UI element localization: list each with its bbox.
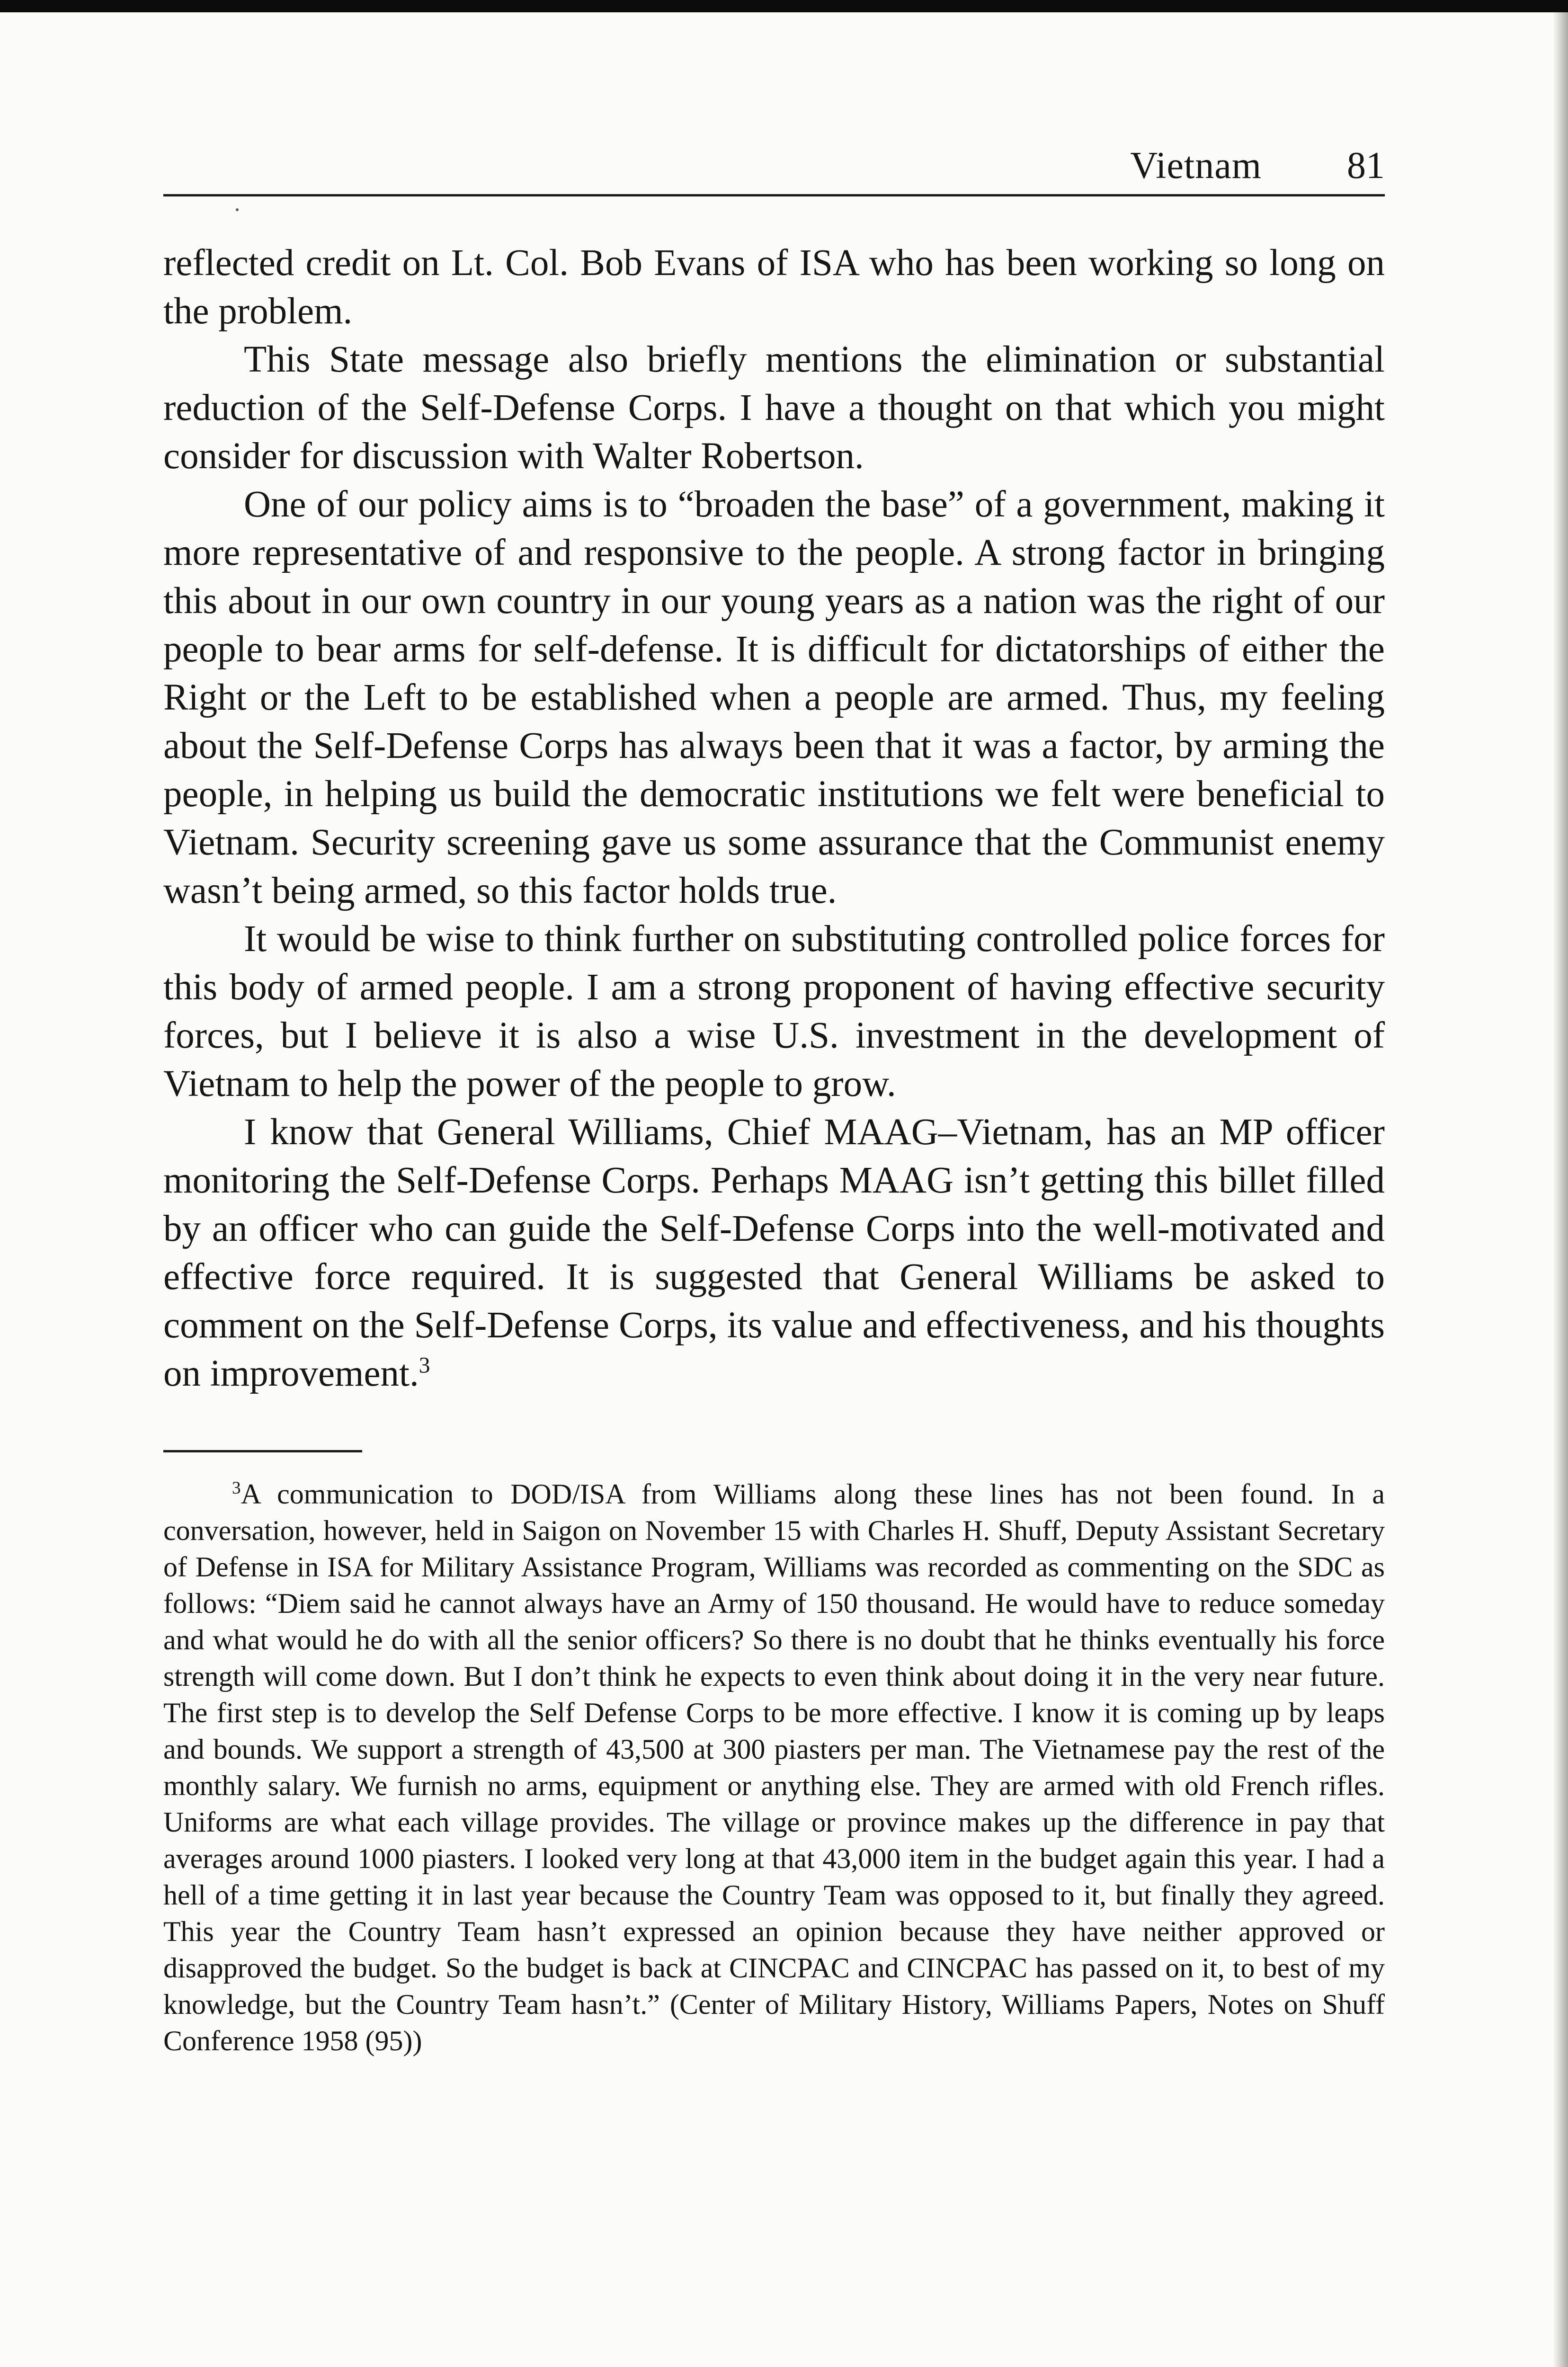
- running-title: Vietnam: [1130, 145, 1262, 187]
- body-text: [163, 239, 1385, 1398]
- paragraph-5: [163, 1108, 1385, 1398]
- paragraph-2: This State message also briefly mentions the elimination or substantial reduction of the Self-Defense Corps. I have a thought on that which you might consider for discussion with Walter Robertson.: [163, 339, 1385, 477]
- paragraph-5-text: I know that General Williams, Chief MAAG–Vietnam, has an MP officer monitoring the Self-Defense Corps. Perhaps MAAG isn’t getting this billet filled by an officer who can guide the Self-Defense Corps into the well-motivated and effective force required. It is suggested that General Williams be asked to comment on the Self-Defense Corps, its value and effectiveness, and his thoughts on improvement.: [163, 1112, 1385, 1394]
- scan-speck: [236, 208, 239, 211]
- scan-top-edge: [0, 0, 1568, 12]
- book-page: [163, 118, 1385, 2059]
- running-header: [163, 118, 1385, 196]
- footnote-reference: 3: [419, 1353, 430, 1378]
- page-number: 81: [1347, 145, 1385, 187]
- footnote-text: A communication to DOD/ISA from Williams along these lines has not been found. In a conversation, however, held in Saigon on November 15 with Charles H. Shuff, Deputy Assistant Secretary of Defense in ISA for Military Assistance Program, Williams was recorded as commenting on the SDC as follows: “Diem said he cannot always have an Army of 150 thousand. He would have to reduce someday and what would he do with all the senior officers? So there is no doubt that he thinks eventually his force strength will come down. But I don’t think he expects to even think about doing it in the very near future. The first step is to develop the Self Defense Corps to be more effective. I know it is coming up by leaps and bounds. We support a strength of 43,500 at 300 piasters per man. The Vietnamese pay the rest of the monthly salary. We furnish no arms, equipment or anything else. They are armed with old French rifles. Uniforms are what each village provides. The village or province makes up the difference in pay that averages around 1000 piasters. I looked very long at that 43,000 item in the budget again this year. I had a hell of a time getting it in last year because the Country Team was opposed to it, but finally they agreed. This year the Country Team hasn’t expressed an opinion because they have neither approved or disapproved the budget. So the budget is back at CINCPAC and CINCPAC has passed on it, to best of my knowledge, but the Country Team hasn’t.” (Center of Military History, Williams Papers, Notes on Shuff Conference 1958 (95)): [163, 1478, 1385, 2056]
- paragraph-1: reflected credit on Lt. Col. Bob Evans of ISA who has been working so long on the problem.: [163, 242, 1385, 332]
- paragraph-4: It would be wise to think further on substituting controlled police forces for this body of armed people. I am a strong proponent of having effective security forces, but I believe it is also a wise U.S. investment in the development of Vietnam to help the power of the people to grow.: [163, 918, 1385, 1104]
- footnote: [163, 1476, 1385, 2059]
- footnote-marker: 3: [232, 1478, 241, 1498]
- paragraph-3: One of our policy aims is to “broaden the base” of a government, making it more representative of and responsive to the people. A strong factor in bringing this about in our own country in our young years as a nation was the right of our people to bear arms for self-defense. It is difficult for dictatorships of either the Right or the Left to be established when a people are armed. Thus, my feeling about the Self-Defense Corps has always been that it was a factor, by arming the people, in helping us build the democratic institutions we felt were beneficial to Vietnam. Security screening gave us some assurance that the Communist enemy wasn’t being armed, so this factor holds true.: [163, 484, 1385, 911]
- scan-right-edge: [1554, 12, 1568, 2367]
- footnote-rule: [163, 1450, 362, 1452]
